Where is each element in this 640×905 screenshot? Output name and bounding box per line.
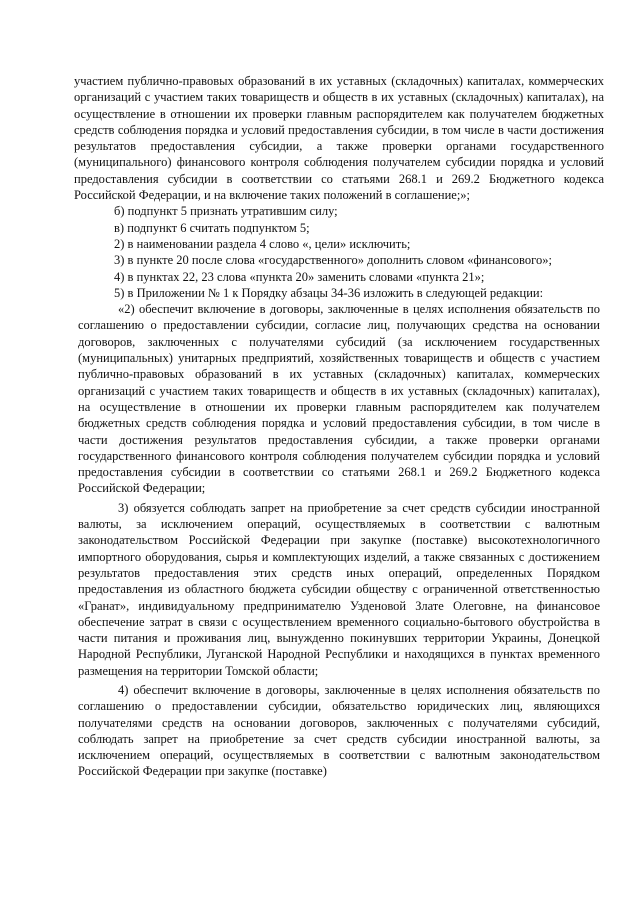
- quoted-amendment-block: [78, 301, 600, 780]
- paragraph-subpoint-v: в) подпункт 6 считать подпунктом 5;: [114, 220, 310, 235]
- paragraph-subpoint-b: б) подпункт 5 признать утратившим силу;: [114, 204, 338, 219]
- document-page: [74, 73, 604, 780]
- paragraph-clause-2: «2) обеспечит включение в договоры, заключенные в целях исполнения обязательств по соглашению о предоставлении субсидии, согласие лиц, получающих средства на основании договоров, заключенных с получателями субсидий (за исключением государственных (муниципальных) унитарных предприятий, хозяйственных товариществ и обществ с участием публично-правовых образований в их уставных (складочных) капиталах, коммерческих организаций с участием таких товариществ и обществ в их уставных (складочных) капиталах), на осуществление в отношении их проверки главным распорядителем как получателем бюджетных средств соблюдения порядка и условий предоставления субсидии, в том числе в части достижения результатов предоставления субсидии, а также проверки органами государственного финансового контроля соблюдения получателем субсидии порядка и условий предоставления субсидии в соответствии со статьями 268.1 и 269.2 Бюджетного кодекса Российской Федерации;: [78, 302, 600, 496]
- paragraph-item-3: 3) в пункте 20 после слова «государственного» дополнить словом «финансового»;: [114, 253, 552, 268]
- paragraph-item-2: 2) в наименовании раздела 4 слово «, цели» исключить;: [114, 236, 411, 251]
- paragraph-clause-3: 3) обязуется соблюдать запрет на приобретение за счет средств субсидии иностранной валюты, за исключением операций, осуществляемых в соответствии с валютным законодательством Российской Федерации при закупке (поставке) высокотехнологичного импортного оборудования, сырья и комплектующих изделий, а также связанных с достижением результатов предоставления этих средств иных операций, определенных Порядком предоставления из областного бюджета субсидии обществу с ограниченной ответственностью «Гранат», индивидуальному предпринимателю Узденовой Злате Олеговне, на финансовое обеспечение затрат в связи с осуществлением временного социально-бытового обустройства в части питания и проживания лиц, вынужденно покинувших территории Украины, Донецкой Народной Республики, Луганской Народной Республики и находящихся в пунктах временного размещения на территории Томской области;: [78, 500, 600, 678]
- paragraph-item-5: 5) в Приложении № 1 к Порядку абзацы 34-36 изложить в следующей редакции:: [114, 285, 544, 300]
- paragraph-consent-clause-end: участием публично-правовых образований в их уставных (складочных) капиталах, коммерческих организаций с участием таких товариществ и обществ в их уставных (складочных) капиталах), на осуществление в отношении их проверки главным распорядителем как получателем бюджетных средств соблюдения порядка и условий предоставления субсидии, в том числе в части достижения результатов предоставления субсидии, а также проверки органами государственного (муниципального) финансового контроля соблюдения получателем субсидии порядка и условий предоставления субсидии в соответствии со статьями 268.1 и 269.2 Бюджетного кодекса Российской Федерации, и на включение таких положений в соглашение;»;: [74, 74, 604, 203]
- paragraph-clause-4: 4) обеспечит включение в договоры, заключенные в целях исполнения обязательств по соглашению о предоставлении субсидии, обязательство юридических лиц, являющихся получателями средств на основании договоров, заключенных с получателями субсидий, соблюдать запрет на приобретение за счет средств субсидии иностранной валюты, за исключением операций, осуществляемых в соответствии с валютным законодательством Российской Федерации при закупке (поставке): [78, 682, 600, 779]
- paragraph-item-4: 4) в пунктах 22, 23 слова «пункта 20» заменить словами «пункта 21»;: [114, 269, 485, 284]
